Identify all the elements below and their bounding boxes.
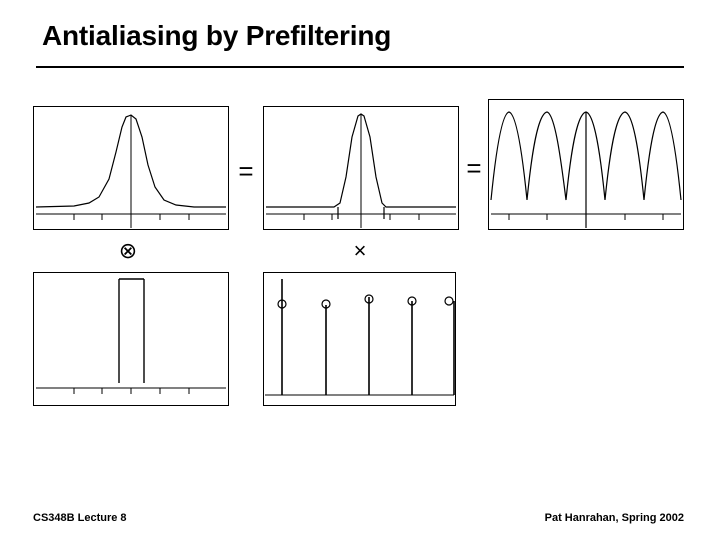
- operator-equals-2: =: [466, 153, 482, 183]
- panel-top-right: [488, 99, 684, 230]
- operator-equals-1: =: [238, 156, 254, 186]
- panel-top-left: [33, 106, 229, 230]
- chart-narrow-spike: [264, 107, 458, 229]
- panel-bottom-mid: [263, 272, 456, 406]
- chart-replicated-spectrum: [489, 100, 683, 229]
- page-title: Antialiasing by Prefiltering: [42, 20, 392, 51]
- chart-impulse-train: [264, 273, 455, 405]
- footer-lecture-label: CS348B Lecture 8: [33, 512, 127, 524]
- panel-top-mid: [263, 106, 459, 230]
- title-divider: [36, 66, 684, 68]
- operator-convolve-icon: ⊗: [118, 238, 138, 263]
- operator-multiply-icon: ×: [353, 238, 367, 263]
- footer-author-label: Pat Hanrahan, Spring 2002: [544, 512, 684, 524]
- chart-gaussian: [34, 107, 228, 229]
- panel-bottom-left: [33, 272, 229, 406]
- chart-box-function: [34, 273, 228, 405]
